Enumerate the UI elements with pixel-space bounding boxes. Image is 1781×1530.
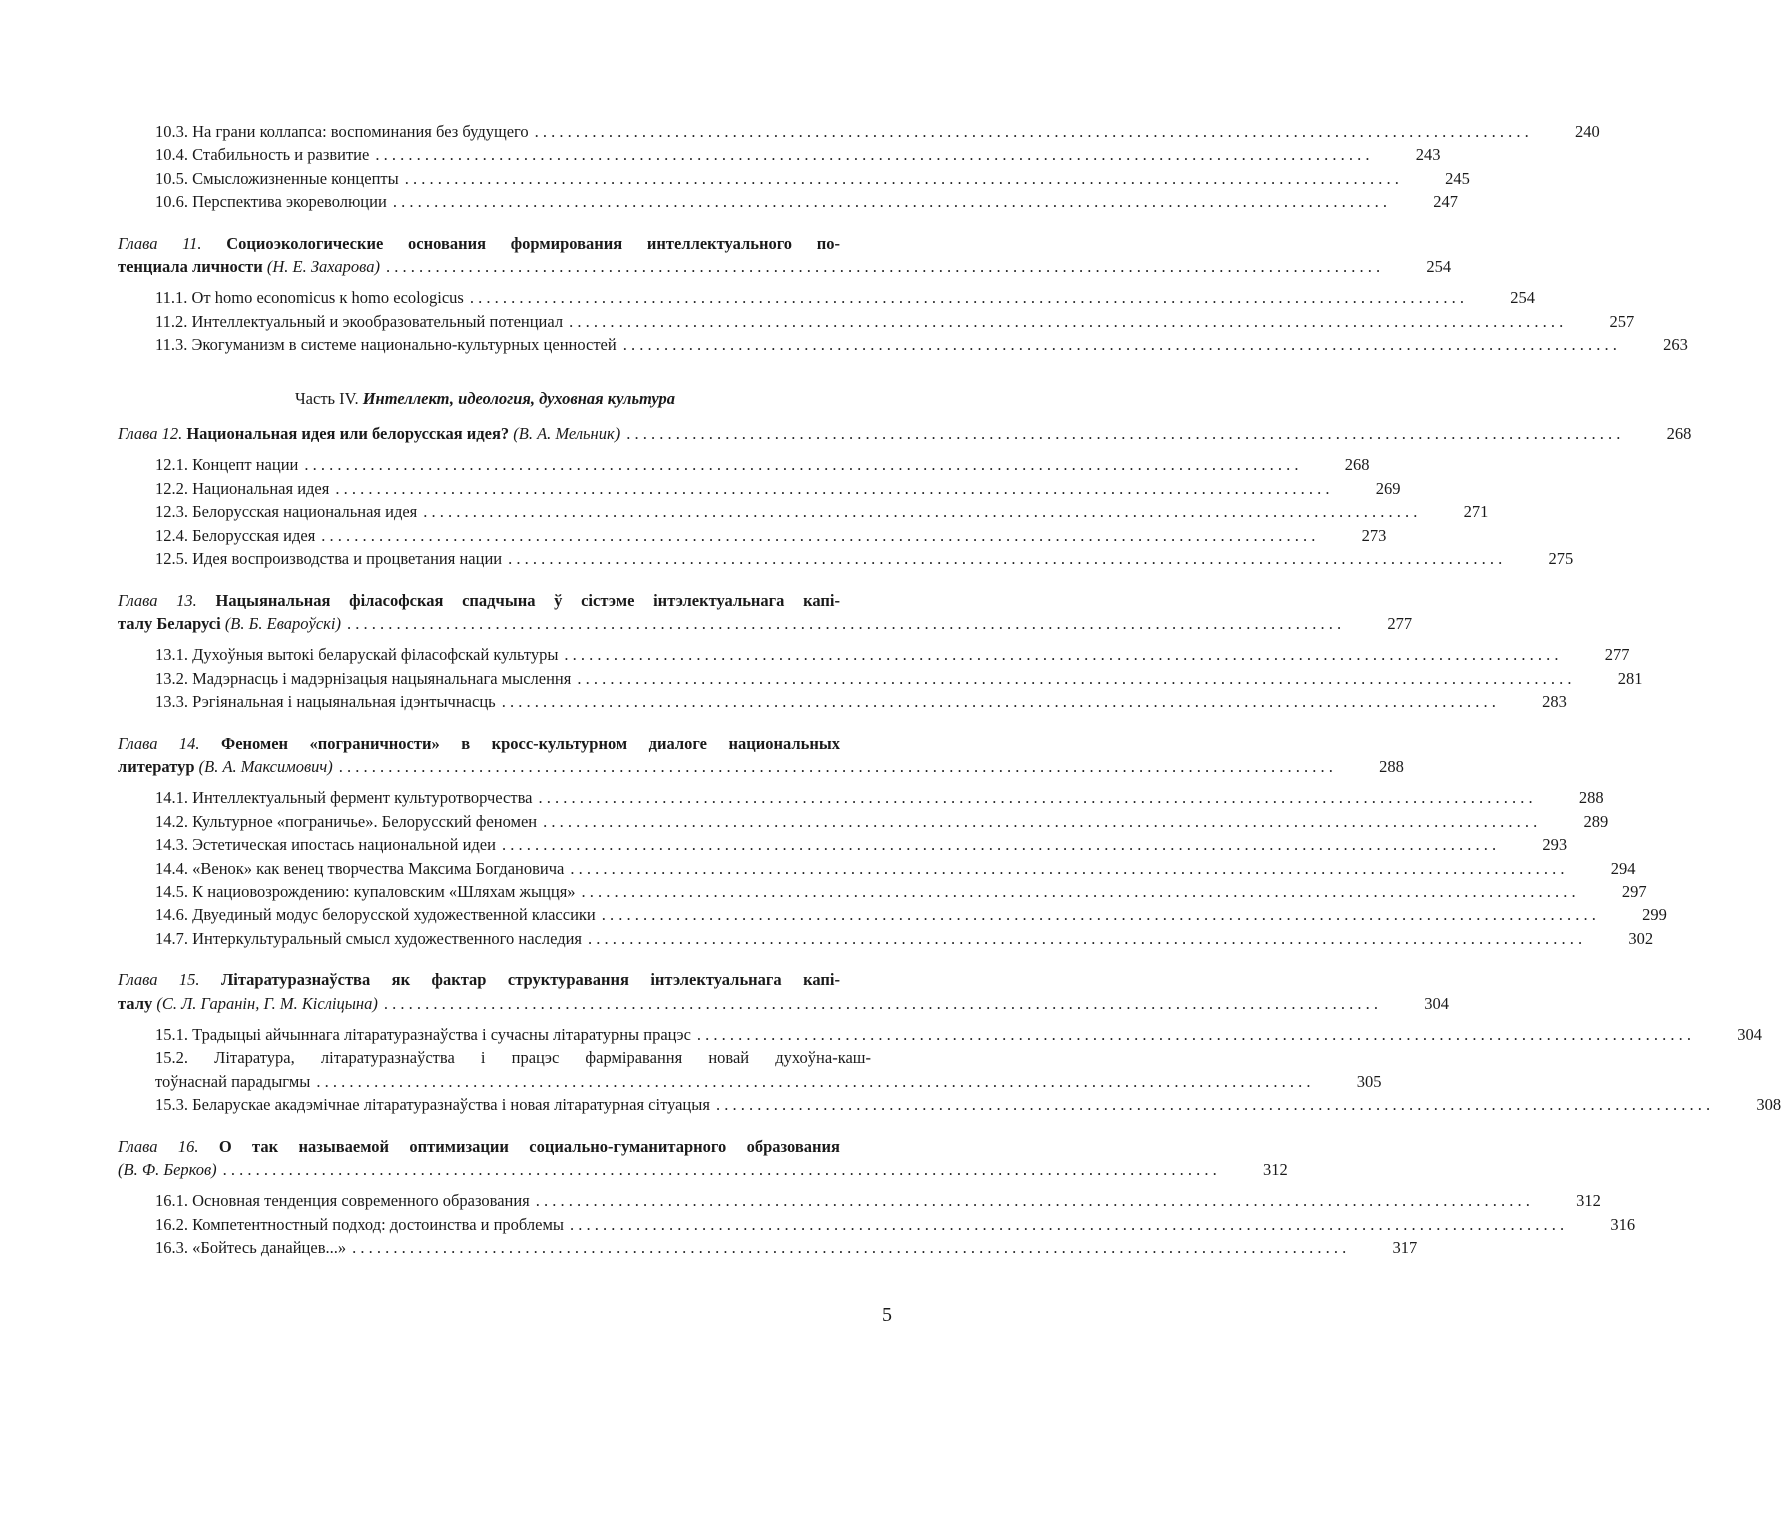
page-ref: 304 [1737,1025,1763,1044]
chapter-title-cont: талу [118,993,153,1013]
toc-item-12-3[interactable] [118,500,1489,523]
item-title: 15.2. Літаратура, літаратуразнаўства і працэс фарміравання новай духоўна-каш- [155,1048,871,1068]
toc-item-11-2[interactable] [118,310,1635,333]
page-ref: 268 [1344,455,1370,475]
chapter-title-line [118,732,892,755]
toc-item-15-1[interactable] [118,1023,1763,1046]
page-ref: 277 [1604,645,1630,665]
toc-item-10-5[interactable] [118,167,1470,190]
item-number: 12.4. [155,525,188,545]
table-of-contents [118,120,1781,1260]
page-ref: 277 [1387,613,1413,633]
item-title: Концепт нации [192,455,299,475]
chapter-label: Глава 15. [118,970,200,990]
item-number: 13.2. [155,668,188,688]
item-title: Основная тенденция современного образования [192,1191,530,1211]
toc-item-11-1[interactable] [118,286,1535,309]
chapter-title: Нацыянальная філасофская спадчына ў сістэме інтэлектуальнага капі- [215,590,840,610]
page-ref: 254 [1426,257,1452,277]
item-title: «Венок» как венец творчества Максима Богдановича [192,858,565,878]
chapter-title-end [118,1158,1288,1181]
chapter-title: Социоэкологические основания формирования интеллектуального по- [226,233,841,253]
item-title: «Бойтесь данайцев...» [192,1238,347,1258]
page-ref: 302 [1628,928,1654,948]
item-title: Двуединый модус белорусской художественной классики [192,905,596,925]
page-ref: 247 [1433,192,1458,212]
item-number: 16.2. [155,1214,188,1234]
part-heading [118,387,892,410]
toc-item-10-6[interactable] [118,190,1458,213]
item-number: 14.6. [155,905,188,925]
item-number: 12.1. [155,455,188,475]
page-ref: 305 [1356,1071,1382,1091]
item-number: 12.2. [155,478,188,498]
page-ref: 254 [1510,288,1535,308]
chapter-title-line [118,589,892,612]
item-title: Интеллектуальный и экообразовательный потенциал [191,311,564,331]
page-ref: 263 [1663,335,1688,355]
toc-item-14-2[interactable] [118,810,1609,833]
chapter-title: О так называемой оптимизации социально-гуманитарного образования [218,1136,840,1156]
item-number: 15.3. [155,1095,188,1115]
item-number: 12.3. [155,502,188,522]
page-ref: 283 [1542,692,1567,712]
page-ref: 312 [1263,1160,1288,1180]
item-title: Идея воспроизводства и процветания нации [192,549,503,569]
item-number: 16.1. [155,1191,188,1211]
page-ref: 243 [1415,145,1441,165]
item-number: 13.3. [155,692,188,712]
toc-item-12-4[interactable] [118,524,1387,547]
item-title: Рэгіянальная і нацыянальная ідэнтычнасць [192,692,496,712]
item-number: 16.3. [155,1238,188,1258]
chapter-label: Глава 11. [118,233,202,253]
chapter-label: Глава 12. [118,424,183,444]
page-ref: 304 [1424,993,1449,1013]
chapter-label: Глава 13. [118,590,197,610]
toc-item-11-3[interactable] [118,333,1688,356]
chapter-title-end [118,992,1449,1015]
chapter-title: Национальная идея или белорусская идея? [186,424,510,444]
item-number: 14.3. [155,835,188,855]
page-ref: 240 [1575,122,1600,141]
toc-item-16-3[interactable] [118,1236,1418,1259]
item-number: 15.1. [155,1025,188,1044]
toc-item-13-2[interactable] [118,667,1643,690]
page-ref: 245 [1445,168,1470,188]
chapter-title-cont: тенциала личности [118,257,263,277]
chapter-title: Феномен «пограничности» в кросс-культурном диалоге национальных [221,733,840,753]
page-ref: 294 [1610,858,1636,878]
toc-item-14-7[interactable] [118,927,1654,950]
page-number: 5 [882,1304,892,1326]
toc-item-12-2[interactable] [118,477,1401,500]
toc-item-14-6[interactable] [118,903,1667,926]
page-ref: 257 [1609,311,1635,331]
toc-item-10-3[interactable] [118,120,1600,143]
item-number: 10.5. [155,168,188,188]
part-label: Часть IV. [294,388,359,408]
chapter-title-line [118,968,892,991]
toc-item-14-3[interactable] [118,833,1568,856]
page-ref: 299 [1642,905,1667,925]
chapter-title-end [118,755,1404,778]
chapter-author: (В. Ф. Берков) [118,1160,217,1180]
page-ref: 317 [1392,1238,1418,1258]
item-number: 10.3. [155,122,188,141]
item-number: 14.4. [155,858,188,878]
part-title: Интеллект, идеология, духовная культура [362,388,676,408]
item-number: 14.2. [155,811,188,831]
item-title: Культурное «пограничье». Белорусский феномен [192,811,538,831]
chapter-title-cont: талу Беларусі [118,613,221,633]
item-title: Эстетическая ипостась национальной идеи [192,835,496,855]
chapter-label: Глава 16. [118,1136,199,1156]
item-title: Мадэрнасць і мадэрнізацыя нацыянальнага мыслення [192,668,572,688]
chapter-author: (С. Л. Гаранін, Г. М. Кісліцына) [156,993,378,1013]
chapter-14[interactable] [118,732,1404,779]
page-ref: 271 [1463,502,1489,522]
item-title: Компетентностный подход: достоинства и проблемы [192,1214,565,1234]
page-ref: 316 [1610,1214,1636,1234]
chapter-title: Літаратуразнаўства як фактар структуравання інтэлектуальнага капі- [220,970,840,990]
chapter-15[interactable] [118,968,1449,1015]
toc-item-15-2[interactable] [118,1070,1382,1093]
toc-item-16-2[interactable] [118,1213,1636,1236]
toc-item-13-3[interactable] [118,690,1567,713]
item-number: 12.5. [155,549,188,569]
item-title: К нациовозрождению: купаловским «Шляхам жыцця» [192,881,576,901]
item-title: Национальная идея [192,478,330,498]
chapter-11[interactable] [118,232,1452,279]
chapter-title-line [118,1135,892,1158]
item-title: Смысложизненные концепты [192,168,399,188]
chapter-author: (Н. Е. Захарова) [266,257,380,277]
toc-item-10-4[interactable] [118,143,1441,166]
chapter-author: (В. Б. Евароўскі) [224,613,341,633]
chapter-title-line [118,232,892,255]
chapter-title-end [118,255,1452,278]
item-title: Духоўныя вытокі беларускай філасофскай культуры [192,645,559,665]
toc-item-15-2-line[interactable] [118,1046,871,1069]
page-ref: 293 [1542,835,1568,855]
toc-item-14-5[interactable] [118,880,1647,903]
page-ref: 288 [1578,788,1604,808]
chapter-title-cont: литератур [118,756,195,776]
item-number: 14.1. [155,788,188,808]
chapter-author: (В. А. Максимович) [198,756,333,776]
chapter-title-end [118,612,1413,635]
page-ref: 275 [1548,549,1574,569]
page-ref: 281 [1617,668,1643,688]
chapter-13[interactable] [118,589,1413,636]
item-title: Белорусская национальная идея [192,502,418,522]
page-ref: 268 [1666,424,1692,444]
item-title: От homo economicus к homo ecologicus [191,288,464,308]
chapter-author: (В. А. Мельник) [513,424,621,444]
page-ref: 273 [1361,525,1387,545]
item-number: 11.1. [155,288,188,308]
page-ref: 269 [1375,478,1401,498]
item-number: 13.1. [155,645,188,665]
item-number: 11.2. [155,311,188,331]
item-title: Интеркультуральный смысл художественного наследия [192,928,583,948]
toc-item-12-1[interactable] [118,453,1370,476]
item-title: Беларускае акадэмічнае літаратуразнаўства і новая літаратурная сітуацыя [192,1095,710,1115]
item-title: Интеллектуальный фермент культуротворчества [192,788,533,808]
toc-item-12-5[interactable] [118,547,1574,570]
item-title: Традыцыі айчыннага літаратуразнаўства і сучасны літаратурны працэс [192,1025,691,1044]
page-ref: 312 [1576,1191,1601,1211]
item-title-cont: тоўнаснай парадыгмы [155,1071,311,1091]
chapter-16[interactable] [118,1135,1288,1182]
item-title: Стабильность и развитие [192,145,370,165]
item-title: На грани коллапса: воспоминания без будущего [192,122,529,141]
toc-item-14-4[interactable] [118,857,1636,880]
item-number: 14.7. [155,928,188,948]
chapter-12[interactable] [118,422,1692,445]
page-ref: 297 [1621,881,1647,901]
toc-item-16-1[interactable] [118,1189,1601,1212]
page-ref: 288 [1379,756,1404,776]
toc-item-13-1[interactable] [118,643,1630,666]
item-number: 11.3. [155,335,188,355]
page-ref: 289 [1583,811,1609,831]
item-title: Экогуманизм в системе национально-культурных ценностей [191,335,617,355]
item-number: 10.4. [155,145,188,165]
item-number: 14.5. [155,881,188,901]
item-title: Перспектива экореволюции [192,192,387,212]
item-number: 10.6. [155,192,188,212]
toc-item-14-1[interactable] [118,786,1604,809]
item-title: Белорусская идея [192,525,316,545]
page-ref: 308 [1756,1095,1781,1115]
toc-item-15-3[interactable] [118,1093,1781,1116]
chapter-label: Глава 14. [118,733,200,753]
